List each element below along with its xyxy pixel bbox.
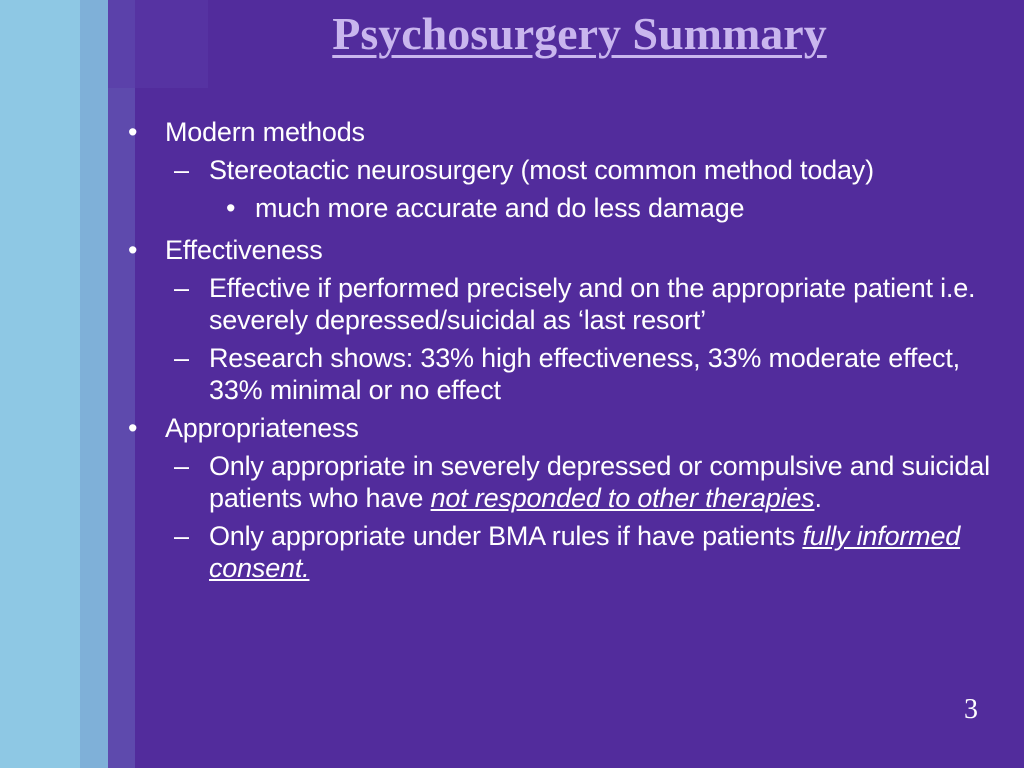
- slide-content: [124, 116, 1004, 590]
- bullet-appropriateness: [124, 412, 1004, 444]
- bullet-text: Effectiveness: [165, 235, 323, 265]
- left-band-light: [0, 0, 80, 768]
- sub-bullet-text: Stereotactic neurosurgery (most common method today): [209, 155, 874, 185]
- sub-bullet-stereotactic: [124, 154, 1004, 186]
- bullet-text: Appropriateness: [165, 413, 359, 443]
- dash-marker: –: [174, 155, 189, 185]
- bullet-marker: •: [128, 235, 138, 265]
- dash-marker: –: [174, 521, 189, 551]
- sub-bullet-bma-rules: [124, 520, 1004, 584]
- sub-bullet-effective-if: [124, 272, 1004, 336]
- dash-marker: –: [174, 451, 189, 481]
- sub-bullet-text-before: Only appropriate under BMA rules if have patients: [209, 521, 803, 551]
- bullet-marker: •: [128, 413, 138, 443]
- sub-bullet-only-appropriate-depressed: [124, 450, 1004, 514]
- bullet-effectiveness: [124, 234, 1004, 266]
- dash-marker: –: [174, 343, 189, 373]
- sub-bullet-text-before: Only appropriate in severely depressed or compulsive and suicidal patients who have: [209, 451, 990, 513]
- slide-title: Psychosurgery Summary: [332, 8, 827, 59]
- bullet-text: Modern methods: [165, 117, 365, 147]
- dash-marker: –: [174, 273, 189, 303]
- emphasis-text: fully informed consent.: [209, 521, 961, 583]
- left-band-mid: [80, 0, 108, 768]
- sub-bullet-text-after: .: [814, 483, 822, 513]
- bullet-modern-methods: [124, 116, 1004, 148]
- page-number: 3: [964, 694, 978, 725]
- sub-bullet-text: Effective if performed precisely and on the appropriate patient i.e. severely depressed/suicidal as ‘last resort’: [209, 273, 976, 335]
- sub-bullet-text: Research shows: 33% high effectiveness, 33% moderate effect, 33% minimal or no effect: [209, 343, 960, 405]
- bullet-marker: •: [226, 193, 236, 223]
- emphasis-text: not responded to other therapies: [430, 483, 815, 513]
- sub-bullet-research: [124, 342, 1004, 406]
- bullet-marker: •: [128, 117, 138, 147]
- sub-sub-bullet-accuracy: [124, 192, 1004, 224]
- sub-sub-bullet-text: much more accurate and do less damage: [255, 193, 745, 223]
